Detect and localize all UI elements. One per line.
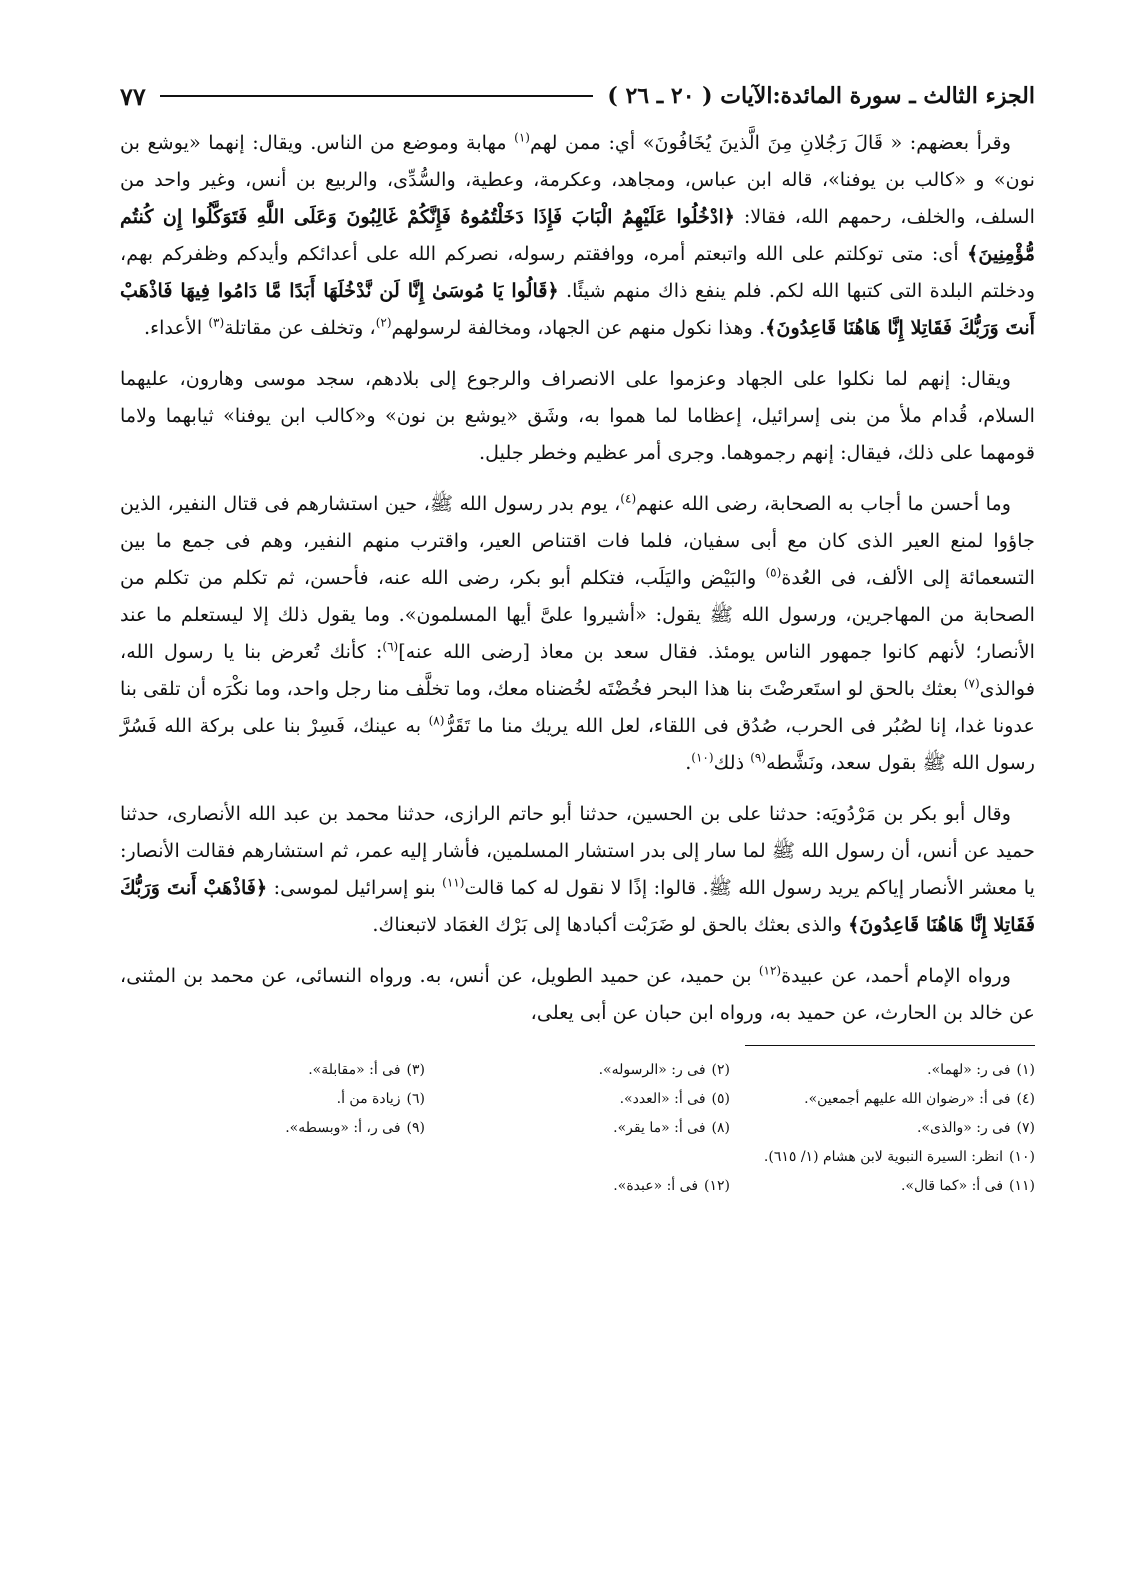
quran-quote: ﴿فَاذْهَبْ أَنتَ وَرَبُّكَ فَقَاتِلا إِنَّا هَاهُنَا قَاعِدُونَ﴾ [120,876,1035,936]
text-segment: والبَيْض واليَلَب، فتكلم أبو بكر، رضى الله عنه، فأحسن، ثم تكلم من تكلم من الصحابة من المهاجرين، ورسول الله ﷺ يقول: «أشيروا علىَّ أيها المسلمون». وما يقول ذلك إلا ليستعلم ما عند الأنصار؛ لأنهم كانوا جمهور الناس يومئذ. فقال سعد بن معاذ [رضى الله عنه] [120,566,1035,663]
footnote [425,1056,730,1085]
footnote-ref: (٨) [428,713,445,728]
footnote-number: (٢) [711,1062,730,1078]
footnote-ref: (٢) [375,315,392,330]
text-segment: به عينك، فَسِرْ بنا على بركة الله فَسُرَّ رسول الله ﷺ بقول سعد، ونَشَّطه [120,714,1035,774]
footnote-row [120,1143,1035,1172]
text-segment: ، يوم بدر رسول الله ﷺ، حين استشارهم فى قتال النفير، الذين جاؤوا لمنع العير الذى كان مع أبى سفيان، فلما فات اقتناص العير، واقترب منهم النفير، وهم فى جمع ما بين التسعمائة إلى الألف، فى العُدة [120,492,1035,589]
paragraph [120,957,1035,1031]
footnote-ref: (١٠) [691,750,714,765]
page [120,70,1035,1530]
footnote-row [120,1172,1035,1201]
footnote [120,1143,1035,1172]
footnote-number: (١) [1016,1062,1035,1078]
footnote-ref: (١) [514,130,530,145]
text-segment: أى: متى توكلتم على الله واتبعتم أمره، ووافقتم رسوله، نصركم الله على أعدائكم وأيدكم وظفركم بهم، ودخلتم البلدة التى كتبها الله لكم. فلم ينفع ذاك منهم شيئًا. [120,242,1035,302]
quran-quote: ﴿قَالُوا يَا مُوسَىٰ إِنَّا لَن نَّدْخُلَهَا أَبَدًا مَّا دَامُوا فِيهَا فَاذْهَبْ أَنتَ وَرَبُّكَ فَقَاتِلا إِنَّا هَاهُنَا قَاعِدُونَ﴾ [120,279,1035,339]
text-segment: . [685,751,692,774]
footnote-number: (١٢) [704,1178,730,1194]
footnote-number: (١٠) [1009,1149,1035,1165]
footnote-text: فى ر: «الرسوله». [598,1062,706,1078]
header-rule [160,95,594,97]
text-segment: ورواه الإمام أحمد، عن عبيدة [781,964,1011,987]
text-segment: بن حميد، عن حميد الطويل، عن أنس، به. ورواه النسائى، عن محمد بن المثنى، عن خالد بن الحارث، عن حميد به، ورواه ابن حبان عن أبى يعلى، [120,964,1035,1024]
footnote-rule [745,1045,1035,1046]
text-segment: ويقال: إنهم لما نكلوا على الجهاد وعزموا على الانصراف والرجوع إلى بلادهم، سجد موسى وهارون، عليهما السلام، قُدام ملأ من بنى إسرائيل، إعظاما لما هموا به، وشَق «يوشع بن نون» و«كالب ابن يوفنا» ثيابهما ولاما قومهما على ذلك، فيقال: إنهم رجموهما. وجرى أمر عظيم وخطر جليل. [120,367,1035,464]
footnote-text: فى أ: «رضوان الله عليهم أجمعين». [804,1091,1011,1107]
footnote [120,1114,425,1143]
footnote-text: انظر: السيرة النبوية لابن هشام (١/ ٦١٥). [763,1149,1004,1165]
footnote [120,1085,425,1114]
text-segment: وما أحسن ما أجاب به الصحابة، رضى الله عنهم [636,492,1011,515]
footnote-ref: (١٢) [758,963,782,978]
quran-quote: ﴿ادْخُلُوا عَلَيْهِمُ الْبَابَ فَإِذَا دَخَلْتُمُوهُ فَإِنَّكُمْ غَالِبُونَ وَعَلَى اللَّهِ فَتَوَكَّلُوا إِن كُنتُم مُّؤْمِنِينَ﴾ [120,205,1035,265]
footnotes [120,1056,1035,1201]
footnote-ref: (١١) [442,875,465,890]
footnote [120,1056,425,1085]
text-segment: الأعداء. [143,316,209,339]
footnote-text: فى ر: «والذى». [916,1120,1011,1136]
footnote-text: زيادة من أ. [336,1091,401,1107]
footnote [425,1172,730,1201]
text-segment: ، وتخلف عن مقاتلة [224,316,376,339]
footnote-ref: (٤) [620,491,637,506]
footnote-row [120,1056,1035,1085]
page-number: ٧٧ [120,81,146,111]
footnote-text: فى أ: «العدد». [619,1091,706,1107]
footnote-ref: (٣) [208,315,225,330]
paragraph [120,485,1035,781]
footnote [730,1172,1035,1201]
footnote [730,1085,1035,1114]
footnote-ref: (٥) [765,565,782,580]
text-segment: : كأنك تُعرض بنا يا رسول الله، فوالذى [120,640,1035,700]
footnote-text: فى أ: «مقابلة». [308,1062,401,1078]
footnote-text: فى أ: «كما قال». [900,1178,1004,1194]
paragraph [120,360,1035,471]
footnote [730,1056,1035,1085]
footnote-number: (٧) [1016,1120,1035,1136]
footnote [425,1085,730,1114]
text-segment: والذى بعثك بالحق لو ضَرَبْت أكبادها إلى بَرْك الغمَاد لاتبعناك. [372,913,849,936]
footnote-number: (٣) [406,1062,425,1078]
footnote-ref: (٩) [750,750,767,765]
footnote-row [120,1114,1035,1143]
footnote-text: فى أ: «ما يقر». [613,1120,706,1136]
footnote-number: (٥) [711,1091,730,1107]
footnote-ref: (٦) [382,639,399,654]
footnote-text: فى ر: «لهما». [927,1062,1011,1078]
footnote-number: (٤) [1016,1091,1035,1107]
paragraph [120,124,1035,346]
text-segment: بعثك بالحق لو استَعرضْتَ بنا هذا البحر فخُضْتَه لخُضناه معك، وما تخلَّف منا رجل واحد، وما نكْرَه أن تلقى بنا عدونا غدا، إنا لصُبُر فى الحرب، صُدُق فى اللقاء، لعل الله يريك منا ما تَقَرُّ [120,677,1035,737]
text-segment: مهابة وموضع من الناس. ويقال: إنهما «يوشع بن نون» و «كالب بن يوفنا»، قاله ابن عباس، ومجاهد، وعكرمة، وعطية، والسُّدِّى، والربيع بن أنس، وغير واحد من السلف، والخلف، رحمهم الله، فقالا: [120,131,1035,228]
footnote [425,1114,730,1143]
body-text [120,124,1035,1031]
footnote-ref: (٧) [963,676,980,691]
text-segment: وقرأ بعضهم: « قَالَ رَجُلانِ مِنَ الَّذينَ يُخَافُونَ» أي: ممن لهم [529,131,1011,154]
text-segment: ذلك [713,751,751,774]
running-header [120,70,1035,122]
footnote-row [120,1085,1035,1114]
footnote-text: فى ر، أ: «وبسطه». [285,1120,401,1136]
footnote [730,1114,1035,1143]
paragraph [120,795,1035,943]
footnote-text: فى أ: «عبدة». [613,1178,699,1194]
text-segment: وقال أبو بكر بن مَرْدُويَه: حدثنا على بن الحسين، حدثنا أبو حاتم الرازى، حدثنا محمد بن عبد الله الأنصارى، حدثنا حميد عن أنس، أن رسول الله ﷺ لما سار إلى بدر استشار المسلمين، فأشار إليه عمر، ثم استشارهم فقالت الأنصار: يا معشر الأنصار إياكم يريد رسول الله ﷺ. قالوا: إذًا لا نقول له كما قالت [120,802,1035,899]
footnote-number: (١١) [1009,1178,1035,1194]
footnote-number: (٨) [711,1120,730,1136]
footnote-number: (٦) [406,1091,425,1107]
footnote-number: (٩) [406,1120,425,1136]
header-title: الجزء الثالث ـ سورة المائدة:الآيات ( ٢٠ ـ ٢٦ ) [607,83,1035,109]
text-segment: بنو إسرائيل لموسى: [267,876,443,899]
text-segment: . وهذا نكول منهم عن الجهاد، ومخالفة لرسولهم [391,316,766,339]
